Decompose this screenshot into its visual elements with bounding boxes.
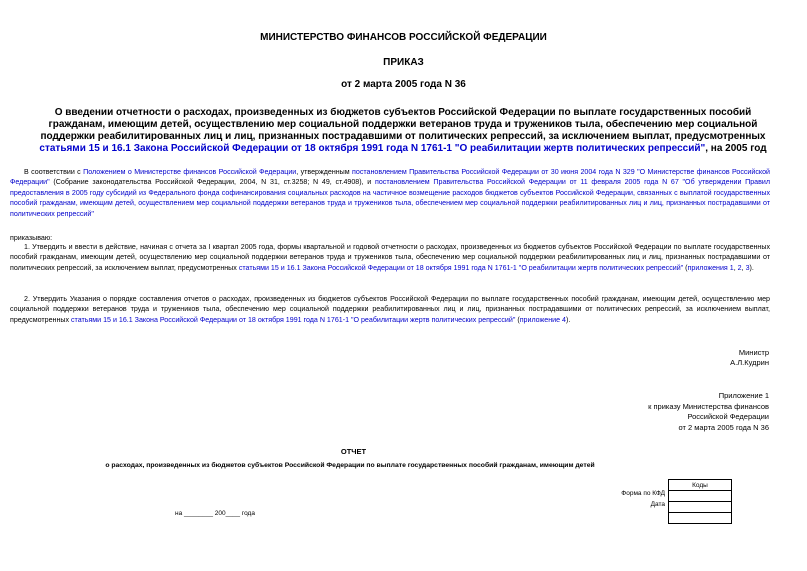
resolution-67-link[interactable]: постановлением Правительства Российской Федерации от 11 февраля 2005 года N 67 "Об утверждении Правил предоставления в 2005 году субсидий из Федерального фонда софинансирования социальных расходов на частичное возмещение расходов бюджетов субъектов Российской Федерации, связанных с выплатой государственных пособий гражданам, имеющим детей, осуществлением мер социальной поддержки ветеранов труда и тружеников тыла, обеспечением мер социальной поддержки реабилитированных лиц и лиц, признанных пострадавшими от политических репрессий" <box>10 178 770 218</box>
preamble-paragraph <box>10 167 770 219</box>
document-title <box>33 107 773 155</box>
annex-1-link[interactable]: приложения 1 <box>687 263 734 272</box>
clause-1-text: , <box>741 263 746 272</box>
signatory-name: А.Л.Кудрин <box>730 358 769 367</box>
annex-3-link[interactable]: 3 <box>745 263 750 272</box>
date-label: Дата <box>650 501 665 508</box>
codes-table <box>668 479 732 524</box>
title-text-end: , на 2005 год <box>705 143 767 154</box>
clause-1-text: , <box>733 263 738 272</box>
law-1761-link[interactable]: статьями 15 и 16.1 Закона Российской Федерации от 18 октября 1991 года N 1761-1 "О реабилитации жертв политических репрессий" <box>238 263 684 272</box>
clause-2-text: ( <box>515 315 520 324</box>
annex-line: от 2 марта 2005 года N 36 <box>678 422 769 432</box>
clause-1-text: ( <box>683 263 688 272</box>
clause-2-text: ). <box>565 315 571 324</box>
law-1761-link[interactable]: статьями 15 и 16.1 Закона Российской Федерации от 18 октября 1991 года N 1761-1 "О реабилитации жертв политических репрессий" <box>71 315 516 324</box>
annex-line: к приказу Министерства финансов <box>648 401 769 411</box>
p1-text: В соответствии с <box>24 168 84 176</box>
form-code-cell[interactable] <box>669 491 732 502</box>
clause-1 <box>10 242 770 273</box>
annex-header <box>648 391 769 433</box>
document-date: от 2 марта 2005 года N 36 <box>341 79 466 90</box>
resolution-329-link[interactable]: постановлением Правительства Российской Федерации от 30 июня 2004 года N 329 "О Министерстве финансов Российской Федерации" <box>10 168 770 187</box>
report-title: ОТЧЕТ <box>340 447 367 456</box>
annex-line: Приложение 1 <box>718 391 769 400</box>
clause-1-text: 1. Утвердить и ввести в действие, начиная с отчета за I квартал 2005 года, формы квартальной и годовой отчетности о расходах, произведенных из бюджетов субъектов Российской Федерации по выплате государственных пособий гражданам, имеющим детей, осуществлению мер социальной поддержки ветеранов труда и тружеников тыла, обеспечению мер социальной поддержки реабилитированных лиц и лиц, признанных пострадавшими от политических репрессий, за исключением выплат, предусмотренных <box>10 243 770 272</box>
title-law-link[interactable]: статьями 15 и 16.1 Закона Российской Федерации от 18 октября 1991 года N 1761-1 "О реабилитации жертв политических репрессий" <box>39 143 706 154</box>
p1-text: , утвержденным <box>296 168 353 176</box>
form-label: Форма по КФД <box>621 490 665 497</box>
clause-1-text: ). <box>749 263 754 272</box>
clause-2 <box>10 294 770 325</box>
title-text: О введении отчетности о расходах, произведенных из бюджетов субъектов Российской Федерации по выплате государственных пособий гражданам, имеющим детей, осуществлению мер социальной поддержки ветеранов труда и тружеников тыла, обеспечению мер социальной поддержки реабилитированных лиц и лиц, признанных пострадавшими от политических репрессий, за исключением выплат, предусмотренных <box>40 107 766 142</box>
regulation-link[interactable]: Положением о Министерстве финансов Российской Федерации <box>83 168 297 176</box>
codes-header: Коды <box>669 480 732 491</box>
annex-2-link[interactable]: 2 <box>737 263 742 272</box>
clause-2-text: 2. Утвердить Указания о порядке составления отчетов о расходах, произведенных из бюджетов субъектов Российской Федерации по выплате государственных пособий гражданам, имеющим детей, осуществлению мер социальной поддержки ветеранов труда и тружеников тыла, обеспечению мер социальной поддержки реабилитированных лиц и лиц, признанных пострадавшими от политических репрессий, за исключением выплат, предусмотренных <box>10 295 770 324</box>
annex-line: Российской Федерации <box>687 412 769 421</box>
document-type: ПРИКАЗ <box>383 57 424 68</box>
annex-4-link[interactable]: приложение 4 <box>519 315 566 324</box>
code-cell[interactable] <box>669 513 732 524</box>
report-subtitle: о расходах, произведенных из бюджетов субъектов Российской Федерации по выплате государственных пособий гражданам, имеющим детей <box>105 462 595 469</box>
order-word: приказываю: <box>10 234 53 242</box>
ministry-name: МИНИСТЕРСТВО ФИНАНСОВ РОССИЙСКОЙ ФЕДЕРАЦИИ <box>260 32 547 43</box>
date-code-cell[interactable] <box>669 502 732 513</box>
report-period: на ________ 200____ года <box>175 510 255 517</box>
p1-text: (Собрание законодательства Российской Федерации, 2004, N 31, ст.3258; N 49, ст.4908), и <box>49 178 375 187</box>
signatory-title: Министр <box>738 348 769 357</box>
